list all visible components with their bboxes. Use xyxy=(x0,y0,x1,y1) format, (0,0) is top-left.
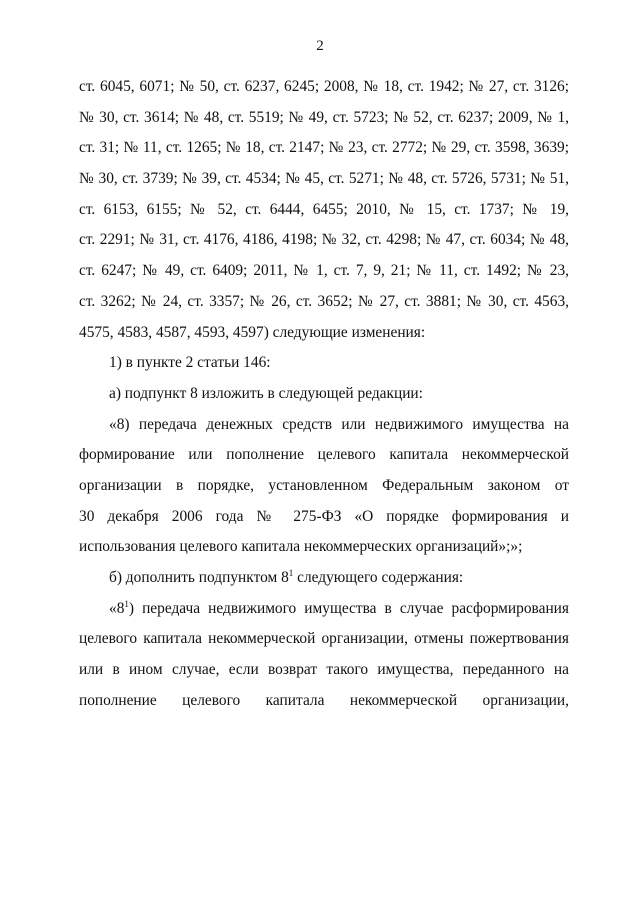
text-line: ст. 2291; № 31, ст. 4176, 4186, 4198; № 32, ст. 4298; № 47, ст. 6034; № 48, xyxy=(79,231,569,249)
paragraph-quote-8-1 xyxy=(79,594,569,717)
text-line: № 30, ст. 3614; № 48, ст. 5519; № 49, ст. 5723; № 52, ст. 6237; 2009, № 1, xyxy=(79,108,569,126)
text-line: целевого капитала некоммерческой организации, отмены пожертвования xyxy=(79,630,569,648)
text-line: пополнение целевого капитала некоммерческой организации, xyxy=(79,691,569,709)
text-fragment: «8 xyxy=(109,599,125,617)
page-number: 2 xyxy=(316,38,324,54)
text-line: «8) передача денежных средств или недвижимого имущества на xyxy=(109,415,569,433)
text-line: № 30, ст. 3739; № 39, ст. 4534; № 45, ст. 5271; № 48, ст. 5726, 5731; № 51, xyxy=(79,170,569,188)
text-line xyxy=(79,563,569,594)
paragraph-item-a xyxy=(79,379,569,410)
text-line: ст. 3262; № 24, ст. 3357; № 26, ст. 3652; № 27, ст. 3881; № 30, ст. 4563, xyxy=(79,292,569,310)
text-line: формирование или пополнение целевого капитала некоммерческой xyxy=(79,446,569,464)
text-line: использования целевого капитала некоммерческих организаций»;»; xyxy=(79,538,523,556)
text-fragment: б) дополнить подпунктом 8 xyxy=(109,569,289,586)
document-body xyxy=(79,72,569,716)
paragraph-quote-8 xyxy=(79,410,569,563)
paragraph-item-b xyxy=(79,563,569,594)
text-line: ст. 31; № 11, ст. 1265; № 18, ст. 2147; № 23, ст. 2772; № 29, ст. 3598, 3639; xyxy=(79,139,569,157)
text-line: ст. 6153, 6155; № 52, ст. 6444, 6455; 2010, № 15, ст. 1737; № 19, xyxy=(79,200,569,218)
paragraph-item-1 xyxy=(79,348,569,379)
text-line: ст. 6247; № 49, ст. 6409; 2011, № 1, ст. 7, 9, 21; № 11, ст. 1492; № 23, xyxy=(79,262,569,280)
text-line: 4575, 4583, 4587, 4593, 4597) следующие изменения: xyxy=(79,323,426,341)
text-line: или в ином случае, если возврат такого имущества, переданного на xyxy=(79,661,569,679)
text-line: а) подпункт 8 изложить в следующей редакции: xyxy=(109,384,423,402)
text-line: ст. 6045, 6071; № 50, ст. 6237, 6245; 2008, № 18, ст. 1942; № 27, ст. 3126; xyxy=(79,78,569,95)
text-line xyxy=(79,594,569,625)
text-line: 1) в пункте 2 статьи 146: xyxy=(109,354,271,372)
text-line: организации в порядке, установленном Федеральным законом от xyxy=(79,476,569,494)
superscript: 1 xyxy=(124,598,129,609)
text-line: 30 декабря 2006 года № 275-ФЗ «О порядке формирования и xyxy=(79,507,569,525)
text-fragment: следующего содержания: xyxy=(293,569,464,586)
superscript: 1 xyxy=(288,568,294,578)
text-fragment: ) передача недвижимого имущества в случае расформирования xyxy=(128,599,569,617)
paragraph-references xyxy=(79,72,569,348)
